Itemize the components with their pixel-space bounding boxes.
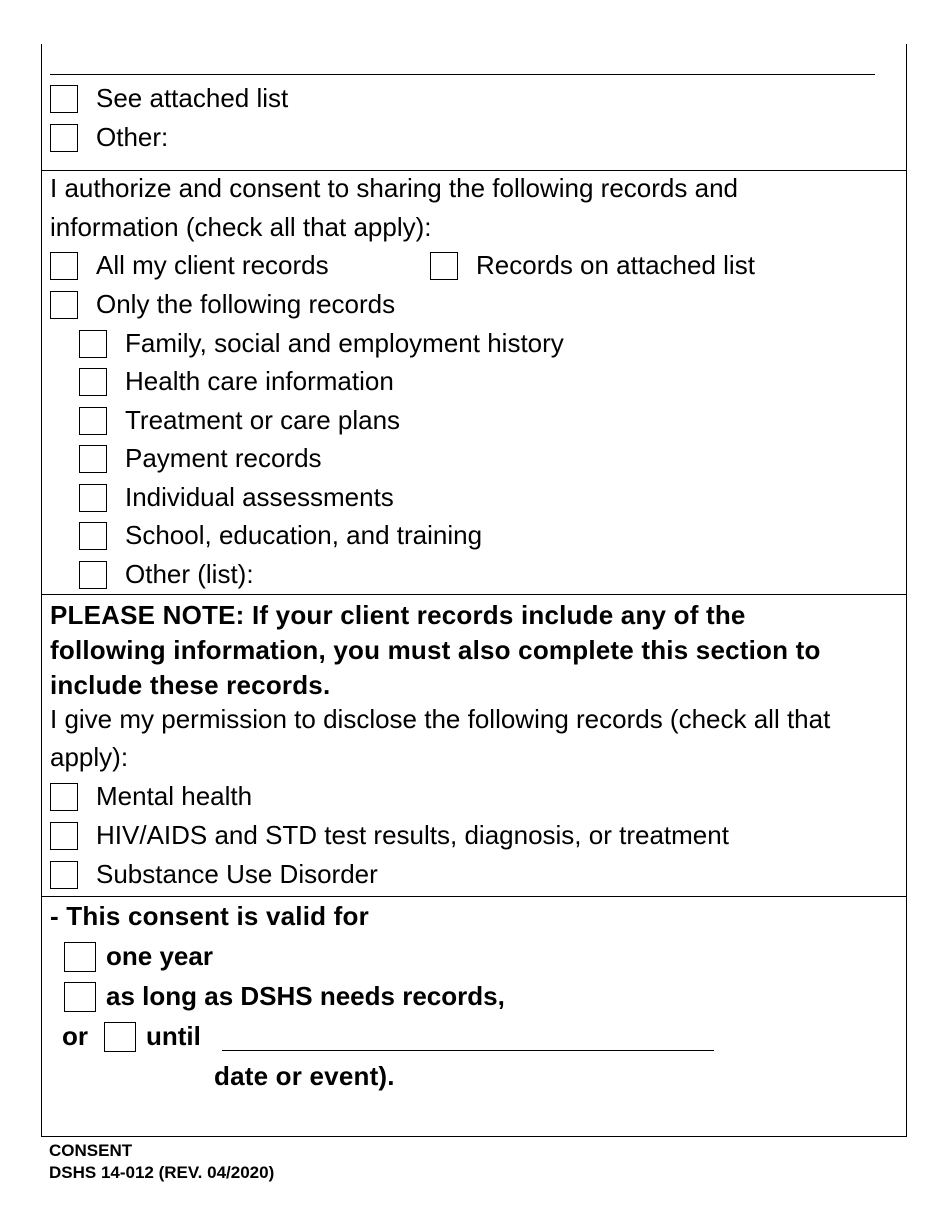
- option-label: Health care information: [125, 366, 394, 396]
- sub-option-payment-records[interactable]: [79, 443, 322, 474]
- option-only-following[interactable]: [50, 289, 395, 320]
- sub-option-assessments[interactable]: [79, 482, 394, 513]
- note-line2: following information, you must also complete this section to: [50, 635, 821, 665]
- checkbox[interactable]: [79, 522, 107, 550]
- option-label: Treatment or care plans: [125, 405, 401, 435]
- checkbox[interactable]: [50, 291, 78, 319]
- option-other[interactable]: [50, 122, 168, 153]
- option-records-attached-list[interactable]: [430, 250, 755, 281]
- permission-line1: I give my permission to disclose the following records (check all that: [50, 704, 831, 734]
- option-label: Other (list):: [125, 559, 254, 589]
- records-intro-line1: I authorize and consent to sharing the following records and: [50, 173, 738, 203]
- option-label: one year: [106, 941, 213, 971]
- option-substance-use[interactable]: [50, 859, 378, 890]
- option-label: Records on attached list: [476, 250, 755, 280]
- option-label: School, education, and training: [125, 520, 483, 550]
- option-label: Mental health: [96, 781, 253, 811]
- checkbox[interactable]: [64, 982, 96, 1012]
- or-label: or: [62, 1021, 88, 1051]
- option-label: Substance Use Disorder: [96, 859, 378, 889]
- checkbox[interactable]: [79, 407, 107, 435]
- option-label: Only the following records: [96, 289, 396, 319]
- option-label: Payment records: [125, 443, 322, 473]
- section-divider: [42, 594, 906, 595]
- checkbox[interactable]: [50, 124, 78, 152]
- option-label: Individual assessments: [125, 482, 394, 512]
- checkbox[interactable]: [50, 85, 78, 113]
- checkbox[interactable]: [79, 561, 107, 589]
- option-label: as long as DSHS needs records,: [106, 981, 505, 1011]
- checkbox[interactable]: [50, 861, 78, 889]
- note-line3: include these records.: [50, 670, 331, 700]
- option-label: Other:: [96, 122, 169, 152]
- validity-heading: - This consent is valid for: [50, 901, 369, 931]
- sub-option-treatment-plans[interactable]: [79, 405, 400, 436]
- checkbox[interactable]: [79, 330, 107, 358]
- checkbox[interactable]: [79, 484, 107, 512]
- option-label: HIV/AIDS and STD test results, diagnosis, or treatment: [96, 820, 729, 850]
- form-number: DSHS 14-012 (REV. 04/2020): [49, 1163, 275, 1182]
- sub-option-other-list[interactable]: [79, 559, 254, 590]
- option-hiv-aids[interactable]: [50, 820, 729, 851]
- option-label: Family, social and employment history: [125, 328, 564, 358]
- until-date-field[interactable]: [222, 1050, 714, 1051]
- option-label: See attached list: [96, 83, 289, 113]
- sub-option-education[interactable]: [79, 520, 482, 551]
- records-intro-line2: information (check all that apply):: [50, 212, 432, 242]
- form-name: CONSENT: [49, 1141, 133, 1160]
- option-label: All my client records: [96, 250, 329, 280]
- checkbox[interactable]: [104, 1022, 136, 1052]
- checkbox[interactable]: [50, 822, 78, 850]
- option-all-client-records[interactable]: [50, 250, 329, 281]
- note-line1: PLEASE NOTE: If your client records include any of the: [50, 600, 746, 630]
- form-frame: [41, 44, 907, 1137]
- section-divider: [42, 170, 906, 171]
- checkbox[interactable]: [79, 445, 107, 473]
- top-fill-line[interactable]: [50, 74, 875, 75]
- section-divider: [42, 896, 906, 897]
- date-or-event-label: date or event).: [214, 1061, 395, 1091]
- checkbox[interactable]: [50, 783, 78, 811]
- option-see-attached-list[interactable]: [50, 83, 288, 114]
- checkbox[interactable]: [64, 942, 96, 972]
- checkbox[interactable]: [430, 252, 458, 280]
- option-until[interactable]: [62, 1021, 201, 1052]
- option-one-year[interactable]: [64, 941, 213, 972]
- sub-option-health-care[interactable]: [79, 366, 394, 397]
- option-mental-health[interactable]: [50, 781, 252, 812]
- option-as-long-as-needed[interactable]: [64, 981, 505, 1012]
- checkbox[interactable]: [50, 252, 78, 280]
- until-label: until: [146, 1021, 201, 1051]
- sub-option-family-history[interactable]: [79, 328, 564, 359]
- permission-line2: apply):: [50, 742, 129, 772]
- checkbox[interactable]: [79, 368, 107, 396]
